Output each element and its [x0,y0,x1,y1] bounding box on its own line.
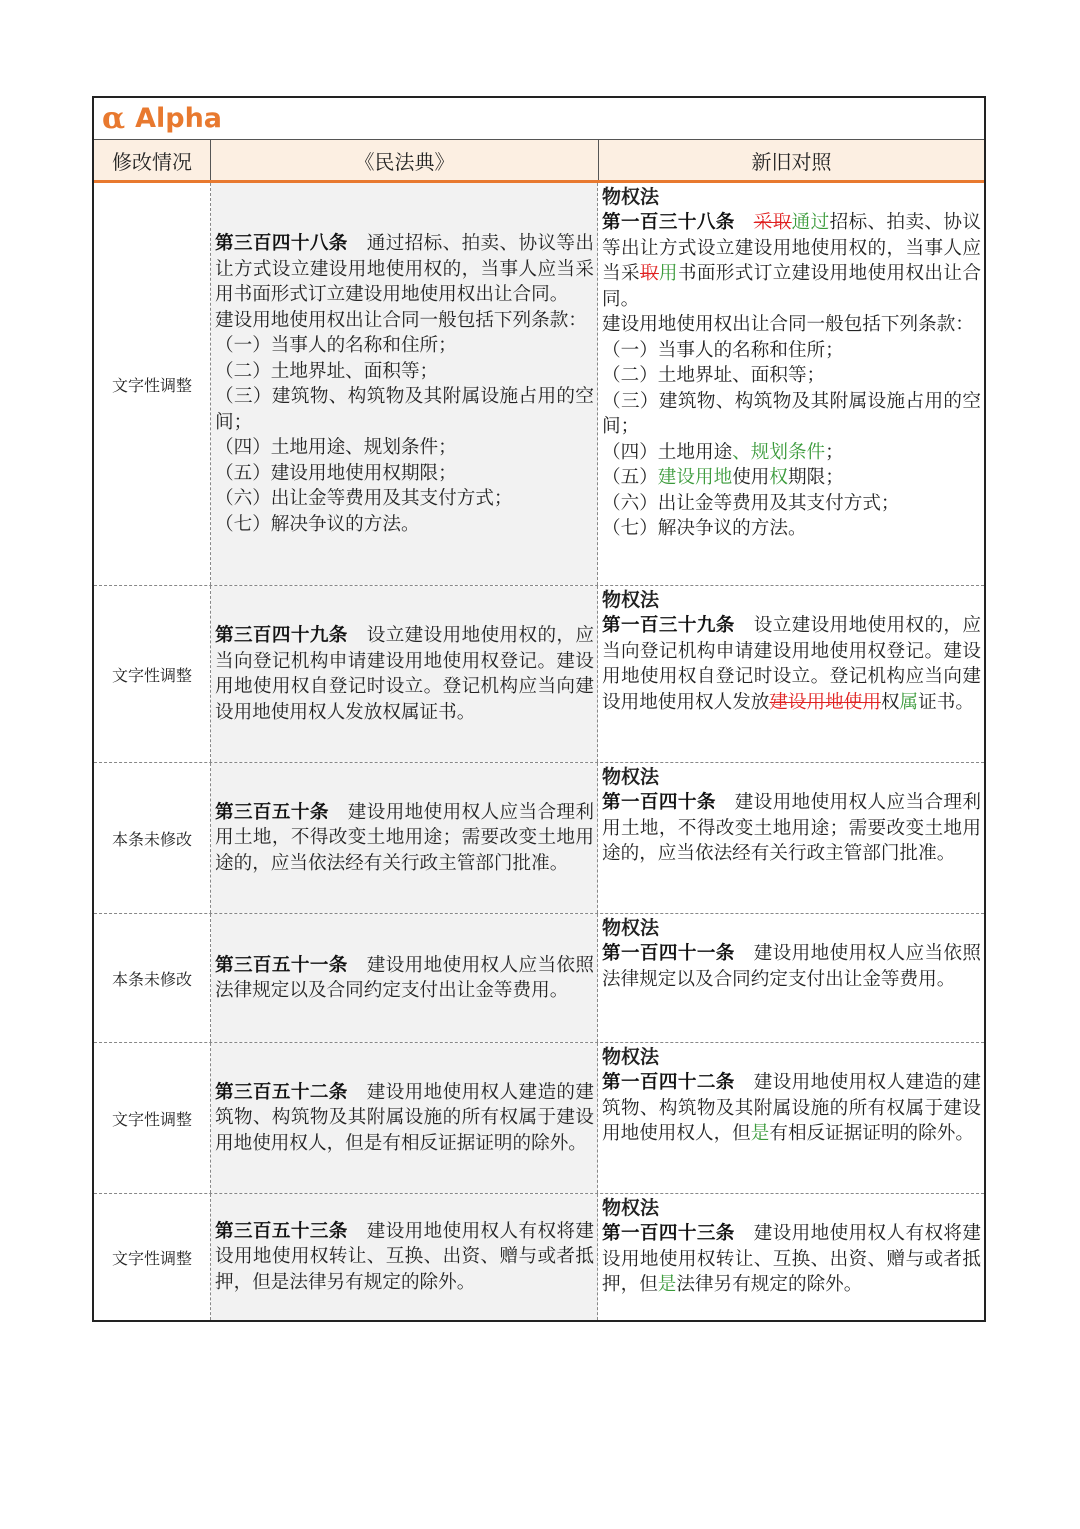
paragraph [602,790,981,867]
text-segment: 建设用地使用权出让合同一般包括下列条款： [602,314,974,335]
article-number: 第三百五十二条 [215,1081,348,1103]
text-segment: （二）土地界址、面积等； [215,360,439,382]
inserted-text: 用 [658,263,678,284]
civil-code-article [211,586,598,762]
text-segment: （三）建筑物、构筑物及其附属设施占用的空间； [215,386,594,433]
property-law-text [602,1070,981,1147]
law-name: 物权法 [602,1197,660,1219]
paragraph [602,312,981,338]
table-row [94,586,984,763]
civil-code-article [211,1043,598,1193]
modification-status: 文字性调整 [94,1043,211,1193]
civil-code-text [215,1080,594,1157]
article-number: 第一百四十二条 [602,1072,735,1093]
text-segment: 期限； [788,467,844,488]
civil-code-article [211,914,598,1042]
text-segment: 法律另有规定的除外。 [676,1274,863,1295]
civil-code-text [215,623,594,725]
paragraph [215,308,594,334]
text-segment: 权 [880,691,900,713]
paragraph [215,1219,594,1296]
text-segment: 有相反证据证明的除外。 [769,1123,974,1144]
text-segment: 招标、拍卖、协议等出让方式设立建设用地使用权的，当事人应当采 [602,212,981,284]
table-row [94,763,984,914]
paragraph [602,440,981,466]
paragraph [215,800,594,877]
article-number: 第一百四十一条 [602,943,735,964]
paragraph [215,461,594,487]
paragraph [602,363,981,389]
text-segment: 建设用地使用权人应当合理利用土地，不得改变土地用途；需要改变土地用途的，应当依法经有关行政主管部门批准。 [215,801,594,874]
paragraph [215,333,594,359]
text-segment: （三）建筑物、构筑物及其附属设施占用的空间； [602,390,981,437]
law-name: 物权法 [602,766,660,788]
modification-status: 文字性调整 [94,586,211,762]
text-segment: 设立建设用地使用权的，应当向登记机构申请建设用地使用权登记。建设用地使用权自登记时设立。登记机构应当向建设用地使用权人发放 [602,615,981,713]
text-segment: 建设用地使用权人建造的建筑物、构筑物及其附属设施的所有权属于建设用地使用权人，但是有相反证据证明的除外。 [215,1081,594,1154]
article-number: 第一百四十条 [602,792,716,813]
paragraph [215,1080,594,1157]
modification-status: 本条未修改 [94,914,211,1042]
paragraph [215,486,594,512]
table-row [94,914,984,1043]
text-segment: （一）当事人的名称和住所； [215,335,457,356]
paragraph [215,384,594,435]
text-segment: 设立建设用地使用权的，应当向登记机构申请建设用地使用权登记。建设用地使用权自登记时设立。登记机构应当向建设用地使用权人发放权属证书。 [215,625,594,723]
civil-code-text [215,231,594,537]
property-law-text [602,941,981,992]
civil-code-article [211,763,598,913]
header-comparison: 新旧对照 [751,149,832,174]
table-row [94,1194,984,1320]
inserted-text: 属 [899,691,919,713]
paragraph [602,1070,981,1147]
old-law-comparison [598,1194,984,1320]
property-law-text [602,613,981,715]
text-segment: ； [825,441,844,463]
text-segment: 建设用地使用权人应当合理利用土地，不得改变土地用途；需要改变土地用途的，应当依法经有关行政主管部门批准。 [602,792,981,864]
article-number: 第三百五十一条 [215,954,348,976]
paragraph [215,953,594,1004]
old-law-comparison [598,914,984,1042]
article-number: 第一百三十九条 [602,615,735,636]
deleted-text: 建设用地使用 [769,691,881,713]
text-segment: 建设用地使用权人有权将建设用地使用权转让、互换、出资、赠与或者抵押，但是法律另有规定的除外。 [215,1220,594,1293]
paragraph [602,613,981,715]
paragraph [602,941,981,992]
property-law-text [602,790,981,867]
text-segment: （四）土地用途、规划条件； [215,437,457,458]
text-segment: （五） [602,467,658,488]
article-number: 第三百五十条 [215,801,329,823]
civil-code-text [215,800,594,877]
paragraph [602,491,981,517]
text-segment: 建设用地使用权人有权将建设用地使用权转让、互换、出资、赠与或者抵押，但 [602,1223,981,1295]
table-header [94,140,984,183]
modification-status: 本条未修改 [94,763,211,913]
text-segment: 使用 [732,467,770,488]
text-segment: （四）土地用途 [602,441,733,463]
deleted-text: 取 [639,263,659,284]
old-law-comparison [598,183,984,585]
text-segment: 书面形式订立建设用地使用权出让合同。 [602,263,981,310]
property-law-text [602,210,981,542]
modification-status: 文字性调整 [94,183,211,585]
old-law-comparison [598,763,984,913]
table-row [94,1043,984,1194]
paragraph [215,435,594,461]
text-segment [735,212,754,233]
logo-bar [94,98,984,140]
inserted-text: 、规划条件 [732,441,826,463]
comparison-table [92,96,986,1322]
inserted-text: 是 [750,1123,770,1144]
paragraph [602,210,981,312]
text-segment: （五）建设用地使用权期限； [215,462,457,484]
inserted-text: 通过 [791,212,830,233]
civil-code-article [211,183,598,585]
alpha-logo-icon: α [102,101,126,136]
article-number: 第三百四十九条 [215,625,348,646]
text-segment: （一）当事人的名称和住所； [602,339,844,361]
header-status: 修改情况 [94,140,211,180]
old-law-comparison [598,586,984,762]
deleted-text: 采取 [753,212,792,233]
article-number: 第三百五十三条 [215,1220,348,1242]
paragraph [602,1221,981,1298]
article-number: 第三百四十八条 [215,233,348,254]
text-segment: （七）解决争议的方法。 [602,518,807,539]
text-segment: 建设用地使用权人应当依照法律规定以及合同约定支付出让金等费用。 [602,943,981,990]
text-segment: 建设用地使用权人应当依照法律规定以及合同约定支付出让金等费用。 [215,954,594,1001]
paragraph [215,231,594,308]
paragraph [602,516,981,542]
law-name: 物权法 [602,589,660,611]
logo-text: Alpha [135,103,223,134]
text-segment: 通过招标、拍卖、协议等出让方式设立建设用地使用权的，当事人应当采用书面形式订立建设用地使用权出让合同。 [215,233,594,305]
civil-code-article [211,1194,598,1320]
paragraph [602,465,981,491]
civil-code-text [215,953,594,1004]
paragraph [215,359,594,385]
property-law-text [602,1221,981,1298]
civil-code-text [215,1219,594,1296]
law-name: 物权法 [602,186,660,208]
paragraph [215,512,594,538]
text-segment: 建设用地使用权人建造的建筑物、构筑物及其附属设施的所有权属于建设用地使用权人，但 [602,1072,981,1144]
article-number: 第一百四十三条 [602,1223,735,1244]
inserted-text: 权 [769,467,788,488]
table-row [94,183,984,586]
paragraph [215,623,594,725]
text-segment: 证书。 [918,691,974,713]
paragraph [602,389,981,440]
text-segment: （七）解决争议的方法。 [215,513,420,535]
modification-status: 文字性调整 [94,1194,211,1320]
paragraph [602,338,981,364]
text-segment: （二）土地界址、面积等； [602,365,826,386]
text-segment: 建设用地使用权出让合同一般包括下列条款： [215,309,587,331]
law-name: 物权法 [602,1046,660,1068]
law-name: 物权法 [602,917,660,939]
article-number: 第一百三十八条 [602,212,735,233]
table-body [94,183,984,1320]
text-segment: （六）出让金等费用及其支付方式； [215,488,513,509]
header-civil-code: 《民法典》 [211,140,599,180]
inserted-text: 建设用地 [657,467,733,488]
text-segment: （六）出让金等费用及其支付方式； [602,492,900,514]
inserted-text: 是 [657,1274,677,1295]
old-law-comparison [598,1043,984,1193]
